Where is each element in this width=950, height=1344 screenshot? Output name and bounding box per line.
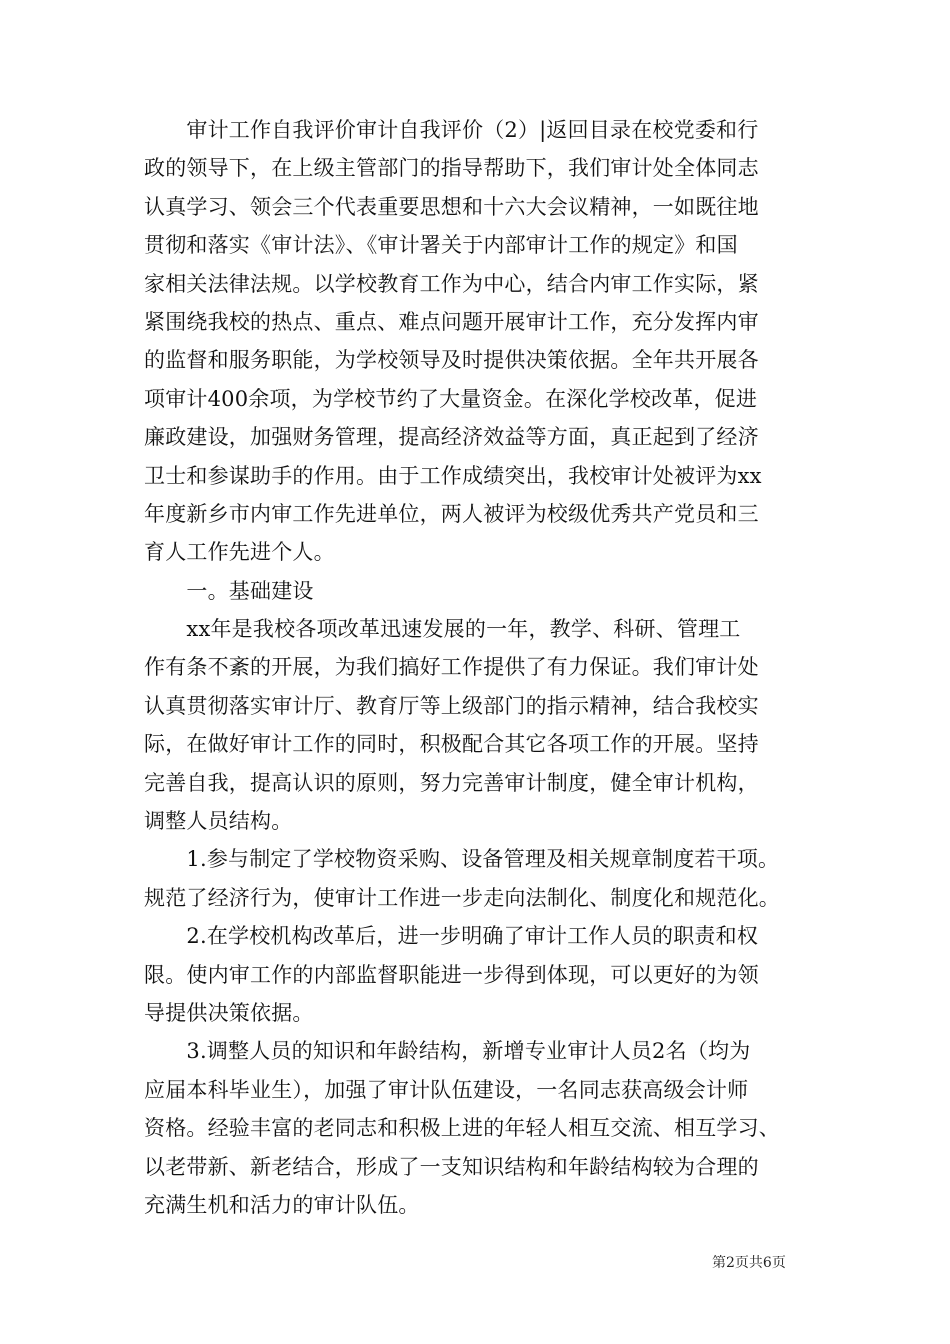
- text-line: 紧围绕我校的热点、重点、难点问题开展审计工作，充分发挥内审: [144, 309, 759, 334]
- text-line: 认真贯彻落实审计厅、教育厅等上级部门的指示精神，结合我校实: [144, 693, 759, 718]
- text-line: 完善自我，提高认识的原则，努力完善审计制度，健全审计机构，: [144, 770, 759, 795]
- text-line: 2.在学校机构改革后，进一步明确了审计工作人员的职责和权: [144, 924, 759, 949]
- text-line: 际，在做好审计工作的同时，积极配合其它各项工作的开展。坚持: [144, 732, 759, 757]
- document-body: [144, 111, 806, 1224]
- text-line: 的监督和服务职能，为学校领导及时提供决策依据。全年共开展各: [144, 348, 759, 373]
- text-line: 应届本科毕业生），加强了审计队伍建设，一名同志获高级会计师: [144, 1077, 749, 1102]
- text-line: 以老带新、新老结合，形成了一支知识结构和年龄结构较为合理的: [144, 1154, 759, 1179]
- text-line: 1.参与制定了学校物资采购、设备管理及相关规章制度若干项。: [144, 847, 780, 872]
- text-line: 年度新乡市内审工作先进单位，两人被评为校级优秀共产党员和三: [144, 501, 759, 526]
- page-number: 第2页共6页: [712, 1255, 786, 1271]
- text-line: 廉政建设，加强财务管理，提高经济效益等方面，真正起到了经济: [144, 425, 759, 450]
- text-line: 3.调整人员的知识和年龄结构，新增专业审计人员2名（均为: [144, 1039, 751, 1064]
- text-line: 限。使内审工作的内部监督职能进一步得到体现，可以更好的为领: [144, 962, 759, 987]
- text-line: xx年是我校各项改革迅速发展的一年，教学、科研、管理工: [144, 617, 741, 642]
- text-line: 认真学习、领会三个代表重要思想和十六大会议精神，一如既往地: [144, 194, 759, 219]
- text-line: 育人工作先进个人。: [144, 540, 335, 565]
- text-line: 充满生机和活力的审计队伍。: [144, 1192, 420, 1217]
- text-line: 贯彻和落实《审计法》、《审计署关于内部审计工作的规定》和国: [144, 233, 738, 258]
- text-line: 调整人员结构。: [144, 809, 293, 834]
- text-line: 审计工作自我评价审计自我评价（2）|返回目录在校党委和行: [144, 118, 759, 142]
- text-line: 导提供决策依据。: [144, 1000, 314, 1025]
- section-heading: 一。基础建设: [144, 578, 314, 603]
- text-line: 规范了经济行为，使审计工作进一步走向法制化、制度化和规范化。: [144, 885, 780, 910]
- text-line: 项审计400余项，为学校节约了大量资金。在深化学校改革，促进: [144, 386, 758, 411]
- text-line: 卫士和参谋助手的作用。由于工作成绩突出，我校审计处被评为xx: [144, 463, 762, 488]
- text-line: 家相关法律法规。以学校教育工作为中心，结合内审工作实际，紧: [144, 271, 759, 296]
- text-line: 政的领导下，在上级主管部门的指导帮助下，我们审计处全体同志: [144, 156, 759, 181]
- text-line: 资格。经验丰富的老同志和积极上进的年轻人相互交流、相互学习、: [144, 1116, 780, 1141]
- text-line: 作有条不紊的开展，为我们搞好工作提供了有力保证。我们审计处: [144, 655, 759, 680]
